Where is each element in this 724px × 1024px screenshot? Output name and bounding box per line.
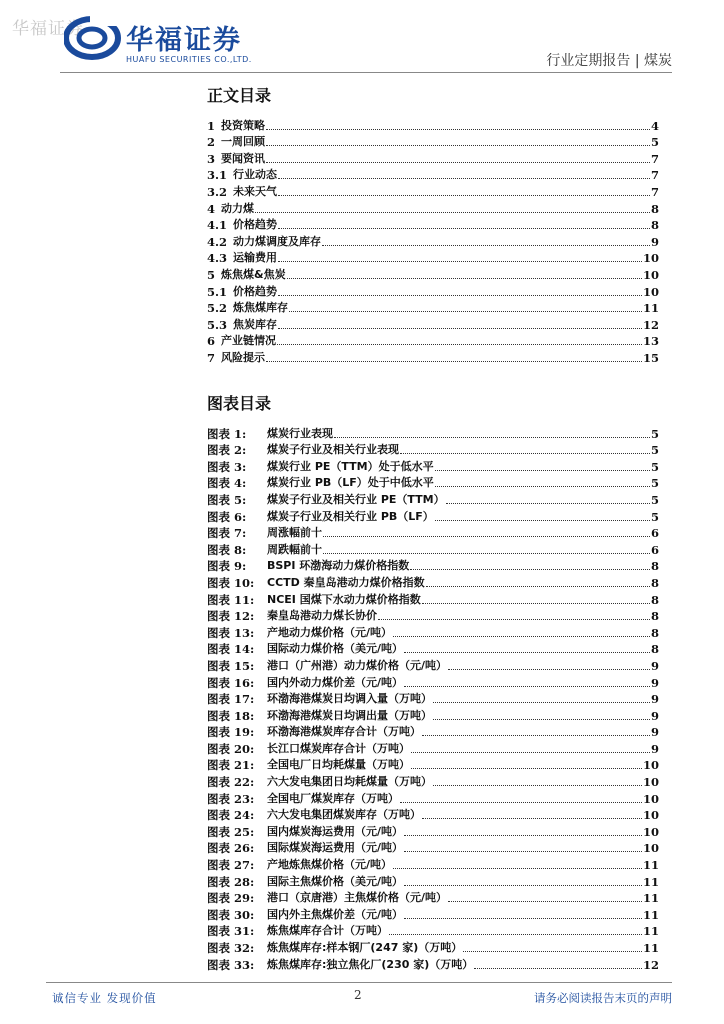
- figure-entry-page: 11: [642, 891, 659, 906]
- toc-entry-number: 4.1: [207, 218, 228, 233]
- toc-entry-text: 动力煤: [221, 201, 255, 215]
- figure-entry[interactable]: [207, 756, 659, 773]
- dot-leader: [389, 928, 642, 935]
- figure-entry-page: 8: [650, 575, 659, 590]
- figure-entry-page: 10: [642, 808, 659, 823]
- figure-entry-page: 5: [650, 459, 659, 474]
- dot-leader: [278, 222, 650, 229]
- toc-entry[interactable]: [207, 265, 659, 282]
- toc-entry-text: 一周回顾: [221, 135, 266, 149]
- figure-entry-page: 9: [650, 692, 659, 707]
- figure-entry-text: 煤炭行业 PE（TTM）处于低水平: [267, 459, 434, 473]
- dot-leader: [411, 762, 642, 769]
- toc-entry-text: 产业链情况: [221, 334, 277, 348]
- dot-leader: [404, 680, 650, 687]
- dot-leader: [435, 514, 650, 521]
- toc-entry-number: 6: [207, 334, 216, 349]
- dot-leader: [266, 139, 650, 146]
- toc-entry-text: 未来天气: [233, 184, 278, 198]
- toc-entry[interactable]: [207, 282, 659, 299]
- figure-entry-text: 炼焦煤库存:独立焦化厂(230 家)（万吨）: [267, 957, 474, 971]
- toc-entry-text: 炼焦煤&焦炭: [221, 267, 286, 281]
- toc-entry-page: 11: [642, 301, 659, 316]
- figure-entry-number: 图表 1:: [207, 426, 247, 441]
- figure-entry-page: 9: [650, 708, 659, 723]
- figure-entry-page: 11: [642, 924, 659, 939]
- toc-entry-number: 2: [207, 135, 216, 150]
- figure-entry-number: 图表 9:: [207, 559, 247, 574]
- dot-leader: [404, 829, 642, 836]
- figure-entry[interactable]: [207, 822, 659, 839]
- dot-leader: [287, 272, 642, 279]
- dot-leader: [411, 746, 650, 753]
- figure-entry[interactable]: [207, 441, 659, 458]
- toc-entry-number: 5.2: [207, 301, 228, 316]
- figure-entry-page: 10: [642, 775, 659, 790]
- figure-entry-page: 12: [642, 957, 659, 972]
- dot-leader: [266, 355, 642, 362]
- toc-entry-page: 10: [642, 251, 659, 266]
- toc-entry-number: 7: [207, 350, 216, 365]
- figure-entry-text: 煤炭行业 PB（LF）处于中低水平: [267, 476, 434, 490]
- figure-entry-page: 5: [650, 492, 659, 507]
- figure-entry-page: 9: [650, 741, 659, 756]
- toc-entry[interactable]: [207, 332, 659, 349]
- dot-leader: [323, 530, 650, 537]
- toc-list: [207, 116, 659, 365]
- figure-entry-page: 6: [650, 526, 659, 541]
- toc-entry-number: 1: [207, 118, 216, 133]
- figure-entry-page: 11: [642, 907, 659, 922]
- figure-entry-number: 图表 12:: [207, 609, 255, 624]
- logo-emblem-icon: [64, 12, 122, 62]
- figure-entry-page: 10: [642, 758, 659, 773]
- dot-leader: [463, 945, 642, 952]
- figure-entry-number: 图表 4:: [207, 476, 247, 491]
- figure-entry[interactable]: [207, 955, 659, 972]
- toc-entry-number: 4: [207, 201, 216, 216]
- figure-entry[interactable]: [207, 457, 659, 474]
- watermark-text: 华福证券: [12, 19, 84, 39]
- dot-leader: [278, 172, 650, 179]
- dot-leader: [404, 912, 642, 919]
- figure-entry-text: 国内煤炭海运费用（元/吨）: [267, 824, 404, 838]
- figure-entry-number: 图表 6:: [207, 509, 247, 524]
- dot-leader: [378, 613, 650, 620]
- figure-entry[interactable]: [207, 673, 659, 690]
- dot-leader: [393, 862, 642, 869]
- toc-entry-number: 3.1: [207, 168, 228, 183]
- figure-entry-page: 8: [650, 642, 659, 657]
- figure-entry[interactable]: [207, 490, 659, 507]
- figure-entry-page: 10: [642, 791, 659, 806]
- toc-entry-number: 4.3: [207, 251, 228, 266]
- toc-entry[interactable]: [207, 299, 659, 316]
- figure-entry-page: 10: [642, 824, 659, 839]
- toc-entry-page: 10: [642, 267, 659, 282]
- dot-leader: [393, 630, 650, 637]
- toc-entry-text: 风险提示: [221, 350, 266, 364]
- figure-entry-text: 六大发电集团日均耗煤量（万吨）: [267, 775, 432, 789]
- figure-entry[interactable]: [207, 938, 659, 955]
- figure-entry[interactable]: [207, 706, 659, 723]
- figures-title: 图表目录: [207, 394, 272, 413]
- dot-leader: [277, 338, 642, 345]
- dot-leader: [289, 305, 642, 312]
- toc-entry-text: 动力煤调度及库存: [233, 234, 322, 248]
- toc-entry-text: 炼焦煤库存: [233, 301, 289, 315]
- figure-entry-number: 图表 26:: [207, 841, 255, 856]
- dot-leader: [266, 156, 650, 163]
- dot-leader: [400, 447, 650, 454]
- dot-leader: [404, 646, 650, 653]
- figure-entry-page: 10: [642, 841, 659, 856]
- figure-entry-number: 图表 15:: [207, 658, 255, 673]
- figure-entry[interactable]: [207, 590, 659, 607]
- figure-entry-page: 5: [650, 476, 659, 491]
- figure-entry-text: 煤炭子行业及相关行业 PE（TTM）: [267, 492, 445, 506]
- figure-entry-number: 图表 33:: [207, 957, 255, 972]
- toc-entry[interactable]: [207, 232, 659, 249]
- dot-leader: [278, 289, 642, 296]
- brand-name-cn: 华福证券: [126, 25, 242, 56]
- figure-entry-number: 图表 10:: [207, 575, 255, 590]
- toc-entry-number: 3: [207, 151, 216, 166]
- dot-leader: [426, 580, 650, 587]
- figure-entry-text: 长江口煤炭库存合计（万吨）: [267, 741, 410, 755]
- dot-leader: [404, 879, 642, 886]
- figure-entry-number: 图表 25:: [207, 824, 255, 839]
- dot-leader: [400, 796, 642, 803]
- figure-entry-text: 国际煤炭海运费用（元/吨）: [267, 841, 404, 855]
- figure-entry-page: 8: [650, 559, 659, 574]
- figure-entry-number: 图表 19:: [207, 725, 255, 740]
- toc-entry-page: 15: [642, 350, 659, 365]
- toc-entry[interactable]: [207, 216, 659, 233]
- figure-entry-text: CCTD 秦皇岛港动力煤价格指数: [267, 575, 425, 589]
- toc-entry[interactable]: [207, 166, 659, 183]
- figure-entry-text: 国际动力煤价格（美元/吨）: [267, 642, 404, 656]
- figure-entry-number: 图表 11:: [207, 592, 255, 607]
- figure-entry[interactable]: [207, 690, 659, 707]
- figure-entry-number: 图表 18:: [207, 708, 255, 723]
- figure-entry-text: 环渤海港煤炭库存合计（万吨）: [267, 725, 421, 739]
- toc-entry-number: 4.2: [207, 234, 228, 249]
- figure-entry[interactable]: [207, 872, 659, 889]
- figure-entry[interactable]: [207, 739, 659, 756]
- figure-entry-page: 5: [650, 509, 659, 524]
- figure-entry-number: 图表 21:: [207, 758, 255, 773]
- figure-entry-text: 环渤海港煤炭日均调出量（万吨）: [267, 708, 432, 722]
- figure-entry-text: 全国电厂日均耗煤量（万吨）: [267, 758, 410, 772]
- figure-entry-number: 图表 2:: [207, 443, 247, 458]
- toc-entry-text: 行业动态: [233, 168, 278, 182]
- dot-leader: [435, 464, 650, 471]
- figure-entry-text: 周跌幅前十: [267, 542, 322, 556]
- figure-entry-page: 11: [642, 941, 659, 955]
- figure-entry[interactable]: [207, 474, 659, 491]
- toc-entry-text: 投资策略: [221, 118, 266, 132]
- dot-leader: [255, 206, 650, 213]
- figure-entry[interactable]: [207, 424, 659, 441]
- figure-entry-text: 煤炭行业表现: [267, 426, 333, 440]
- figure-entry[interactable]: [207, 889, 659, 906]
- figure-entry-text: 产地炼焦煤价格（元/吨）: [267, 858, 393, 872]
- dot-leader: [448, 663, 650, 670]
- toc-entry[interactable]: [207, 149, 659, 166]
- figure-entry-number: 图表 5:: [207, 492, 247, 507]
- toc-entry-number: 3.2: [207, 184, 228, 199]
- figure-entry-text: BSPI 环渤海动力煤价格指数: [267, 559, 410, 573]
- toc-entry-page: 7: [650, 168, 659, 183]
- dot-leader: [278, 322, 642, 329]
- company-logo: [64, 12, 264, 70]
- figure-entry-text: 周涨幅前十: [267, 526, 322, 540]
- toc-entry-page: 9: [650, 234, 659, 249]
- figure-entry-number: 图表 17:: [207, 692, 255, 707]
- figure-entry-number: 图表 22:: [207, 775, 255, 790]
- footer-divider: [46, 982, 672, 983]
- toc-entry-text: 运输费用: [233, 251, 278, 265]
- figure-entry[interactable]: [207, 656, 659, 673]
- figure-entry-page: 9: [650, 725, 659, 740]
- toc-entry-number: 5.3: [207, 317, 228, 332]
- toc-entry-number: 5.1: [207, 284, 228, 299]
- dot-leader: [410, 563, 650, 570]
- figure-entry-number: 图表 29:: [207, 891, 255, 906]
- toc-entry-text: 焦炭库存: [233, 317, 278, 331]
- dot-leader: [448, 895, 642, 902]
- toc-entry[interactable]: [207, 199, 659, 216]
- toc-entry-page: 8: [650, 218, 659, 233]
- header-divider: [60, 72, 672, 73]
- figure-entry-page: 11: [642, 874, 659, 889]
- figure-entry-number: 图表 23:: [207, 791, 255, 806]
- dot-leader: [422, 729, 650, 736]
- figure-entry-text: 六大发电集团煤炭库存（万吨）: [267, 808, 421, 822]
- figure-entry-page: 9: [650, 658, 659, 673]
- toc-entry[interactable]: [207, 348, 659, 365]
- figure-entry[interactable]: [207, 806, 659, 823]
- figure-entry-text: 煤炭子行业及相关行业表现: [267, 443, 399, 457]
- toc-entry[interactable]: [207, 315, 659, 332]
- figure-entry[interactable]: [207, 623, 659, 640]
- footer-slogan: 诚信专业 发现价值: [52, 991, 157, 1005]
- figure-entry[interactable]: [207, 573, 659, 590]
- figure-entry-page: 8: [650, 592, 659, 607]
- dot-leader: [266, 123, 650, 130]
- figure-entry-text: 港口（京唐港）主焦煤价格（元/吨）: [267, 891, 448, 905]
- dot-leader: [433, 696, 650, 703]
- toc-entry-page: 4: [650, 118, 659, 133]
- dot-leader: [433, 779, 642, 786]
- figure-entry-text: 国际主焦煤价格（美元/吨）: [267, 874, 404, 888]
- toc-entry[interactable]: [207, 116, 659, 133]
- figure-entry[interactable]: [207, 540, 659, 557]
- toc-entry-page: 8: [650, 201, 659, 216]
- figure-entry-number: 图表 13:: [207, 625, 255, 640]
- toc-entry-page: 12: [642, 317, 659, 332]
- figure-entry[interactable]: [207, 855, 659, 872]
- figure-entry-number: 图表 3:: [207, 459, 247, 474]
- dot-leader: [474, 962, 642, 969]
- dot-leader: [278, 189, 650, 196]
- dot-leader: [278, 255, 642, 262]
- dot-leader: [323, 547, 650, 554]
- figure-entry-text: 环渤海港煤炭日均调入量（万吨）: [267, 692, 432, 706]
- figure-entry-number: 图表 20:: [207, 741, 255, 756]
- footer-disclaimer: 请务必阅读报告末页的声明: [534, 991, 672, 1005]
- toc-entry-text: 要闻资讯: [221, 151, 266, 165]
- figure-entry[interactable]: [207, 839, 659, 856]
- toc-entry[interactable]: [207, 133, 659, 150]
- page-number: 2: [354, 988, 362, 1002]
- dot-leader: [334, 431, 650, 438]
- toc-entry[interactable]: [207, 182, 659, 199]
- figure-entry-page: 9: [650, 675, 659, 690]
- figure-entry-text: 产地动力煤价格（元/吨）: [267, 625, 393, 639]
- figure-entry-page: 8: [650, 625, 659, 640]
- dot-leader: [446, 497, 650, 504]
- figure-entry-text: 炼焦煤库存:样本钢厂(247 家)（万吨）: [267, 941, 463, 954]
- figure-entry[interactable]: [207, 789, 659, 806]
- toc-entry-page: 10: [642, 284, 659, 299]
- figure-entry-text: 国内外动力煤价差（元/吨）: [267, 675, 404, 689]
- dot-leader: [422, 812, 642, 819]
- dot-leader: [322, 239, 650, 246]
- figure-entry-text: NCEI 国煤下水动力煤价格指数: [267, 592, 421, 606]
- figure-entry-number: 图表 32:: [207, 941, 255, 955]
- figure-entry-number: 图表 31:: [207, 924, 255, 939]
- figure-entry-page: 5: [650, 443, 659, 458]
- figure-entry[interactable]: [207, 922, 659, 939]
- figure-entry[interactable]: [207, 607, 659, 624]
- toc-entry-page: 7: [650, 184, 659, 199]
- toc-entry-number: 5: [207, 267, 216, 282]
- report-type-label: 行业定期报告 | 煤炭: [546, 53, 672, 69]
- figure-entry[interactable]: [207, 905, 659, 922]
- toc-entry-page: 7: [650, 151, 659, 166]
- figure-entry-text: 港口（广州港）动力煤价格（元/吨）: [267, 658, 448, 672]
- toc-entry-page: 5: [650, 135, 659, 150]
- figure-entry[interactable]: [207, 524, 659, 541]
- figure-entry-page: 11: [642, 858, 659, 873]
- figure-entry-text: 炼焦煤库存合计（万吨）: [267, 924, 388, 938]
- dot-leader: [435, 480, 650, 487]
- figure-entry[interactable]: [207, 557, 659, 574]
- figure-entry-text: 全国电厂煤炭库存（万吨）: [267, 791, 399, 805]
- figure-entry-page: 5: [650, 426, 659, 441]
- figure-entry-text: 秦皇岛港动力煤长协价: [267, 609, 377, 623]
- dot-leader: [422, 597, 650, 604]
- figures-list: [207, 424, 659, 972]
- figure-entry-number: 图表 8:: [207, 542, 247, 557]
- brand-name-en: HUAFU SECURITIES CO.,LTD.: [126, 55, 252, 64]
- figure-entry-number: 图表 24:: [207, 808, 255, 823]
- toc-title: 正文目录: [207, 86, 272, 105]
- figure-entry[interactable]: [207, 723, 659, 740]
- figure-entry-number: 图表 27:: [207, 858, 255, 873]
- figure-entry[interactable]: [207, 640, 659, 657]
- toc-entry-text: 价格趋势: [233, 218, 278, 232]
- dot-leader: [433, 713, 650, 720]
- toc-entry-page: 13: [642, 334, 659, 349]
- figure-entry-page: 8: [650, 609, 659, 624]
- figure-entry[interactable]: [207, 772, 659, 789]
- figure-entry-text: 国内外主焦煤价差（元/吨）: [267, 907, 404, 921]
- dot-leader: [404, 845, 642, 852]
- figure-entry[interactable]: [207, 507, 659, 524]
- figure-entry-number: 图表 16:: [207, 675, 255, 690]
- figure-entry-text: 煤炭子行业及相关行业 PB（LF）: [267, 509, 434, 523]
- toc-entry-text: 价格趋势: [233, 284, 278, 298]
- figure-entry-number: 图表 14:: [207, 642, 255, 657]
- toc-entry[interactable]: [207, 249, 659, 266]
- figure-entry-number: 图表 7:: [207, 526, 247, 541]
- figure-entry-page: 6: [650, 542, 659, 557]
- figure-entry-number: 图表 28:: [207, 874, 255, 889]
- figure-entry-number: 图表 30:: [207, 907, 255, 922]
